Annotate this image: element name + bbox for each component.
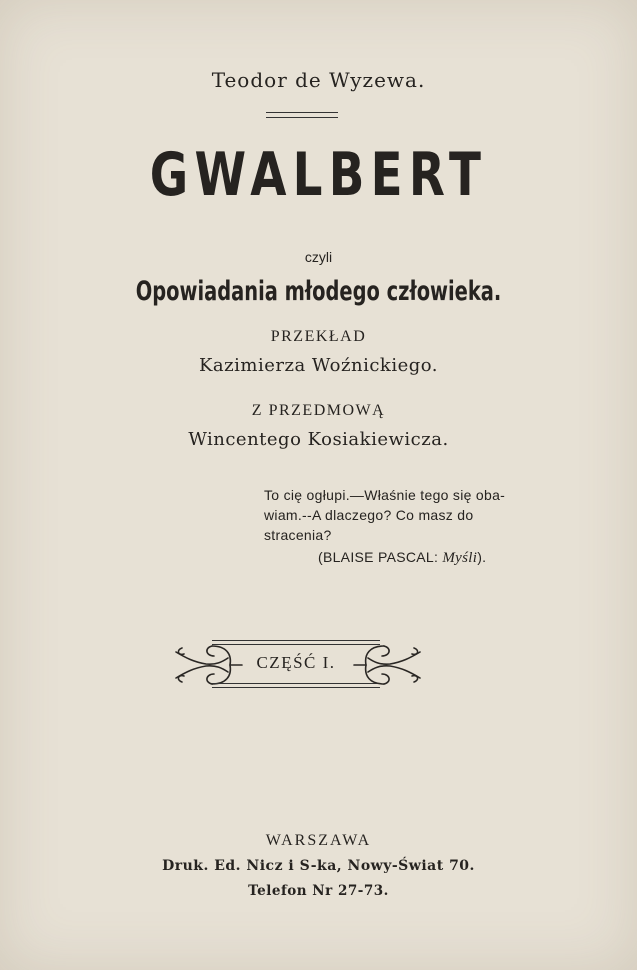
double-rule-top xyxy=(266,112,338,113)
epigraph-source-work: Myśli xyxy=(442,550,478,566)
epigraph-source-prefix: (BLAISE PASCAL: xyxy=(318,549,443,565)
book-title: GWALBERT xyxy=(149,140,488,210)
publication-city: WARSZAWA xyxy=(265,832,372,849)
epigraph-line: wiam.--A dlaczego? Co masz do xyxy=(264,507,474,523)
epigraph-line: To cię ogłupi.—Właśnie tego się oba- xyxy=(264,487,506,503)
translation-label: PRZEKŁAD xyxy=(270,328,367,345)
preface-author: Wincentego Kosiakiewicza. xyxy=(188,429,449,450)
preface-label: Z PRZEDMOWĄ xyxy=(251,402,386,419)
epigraph xyxy=(264,485,554,568)
book-subtitle: Opowiadania młodego człowieka. xyxy=(135,276,502,307)
epigraph-source-suffix: ). xyxy=(477,549,487,565)
part-heading: CZĘŚĆ I. xyxy=(256,653,336,672)
translator-name: Kazimierza Woźnickiego. xyxy=(198,355,439,376)
title-conjunction: czyli xyxy=(304,249,333,265)
flourish-ornament-right xyxy=(352,640,424,690)
printer-imprint: Druk. Ed. Nicz i S-ka, Nowy-Świat 70. xyxy=(162,858,475,874)
epigraph-source xyxy=(264,547,554,568)
double-rule-bottom xyxy=(266,117,338,118)
author-name: Teodor de Wyzewa. xyxy=(211,68,426,92)
printer-phone: Telefon Nr 27-73. xyxy=(248,883,389,899)
epigraph-line: stracenia? xyxy=(264,527,332,543)
